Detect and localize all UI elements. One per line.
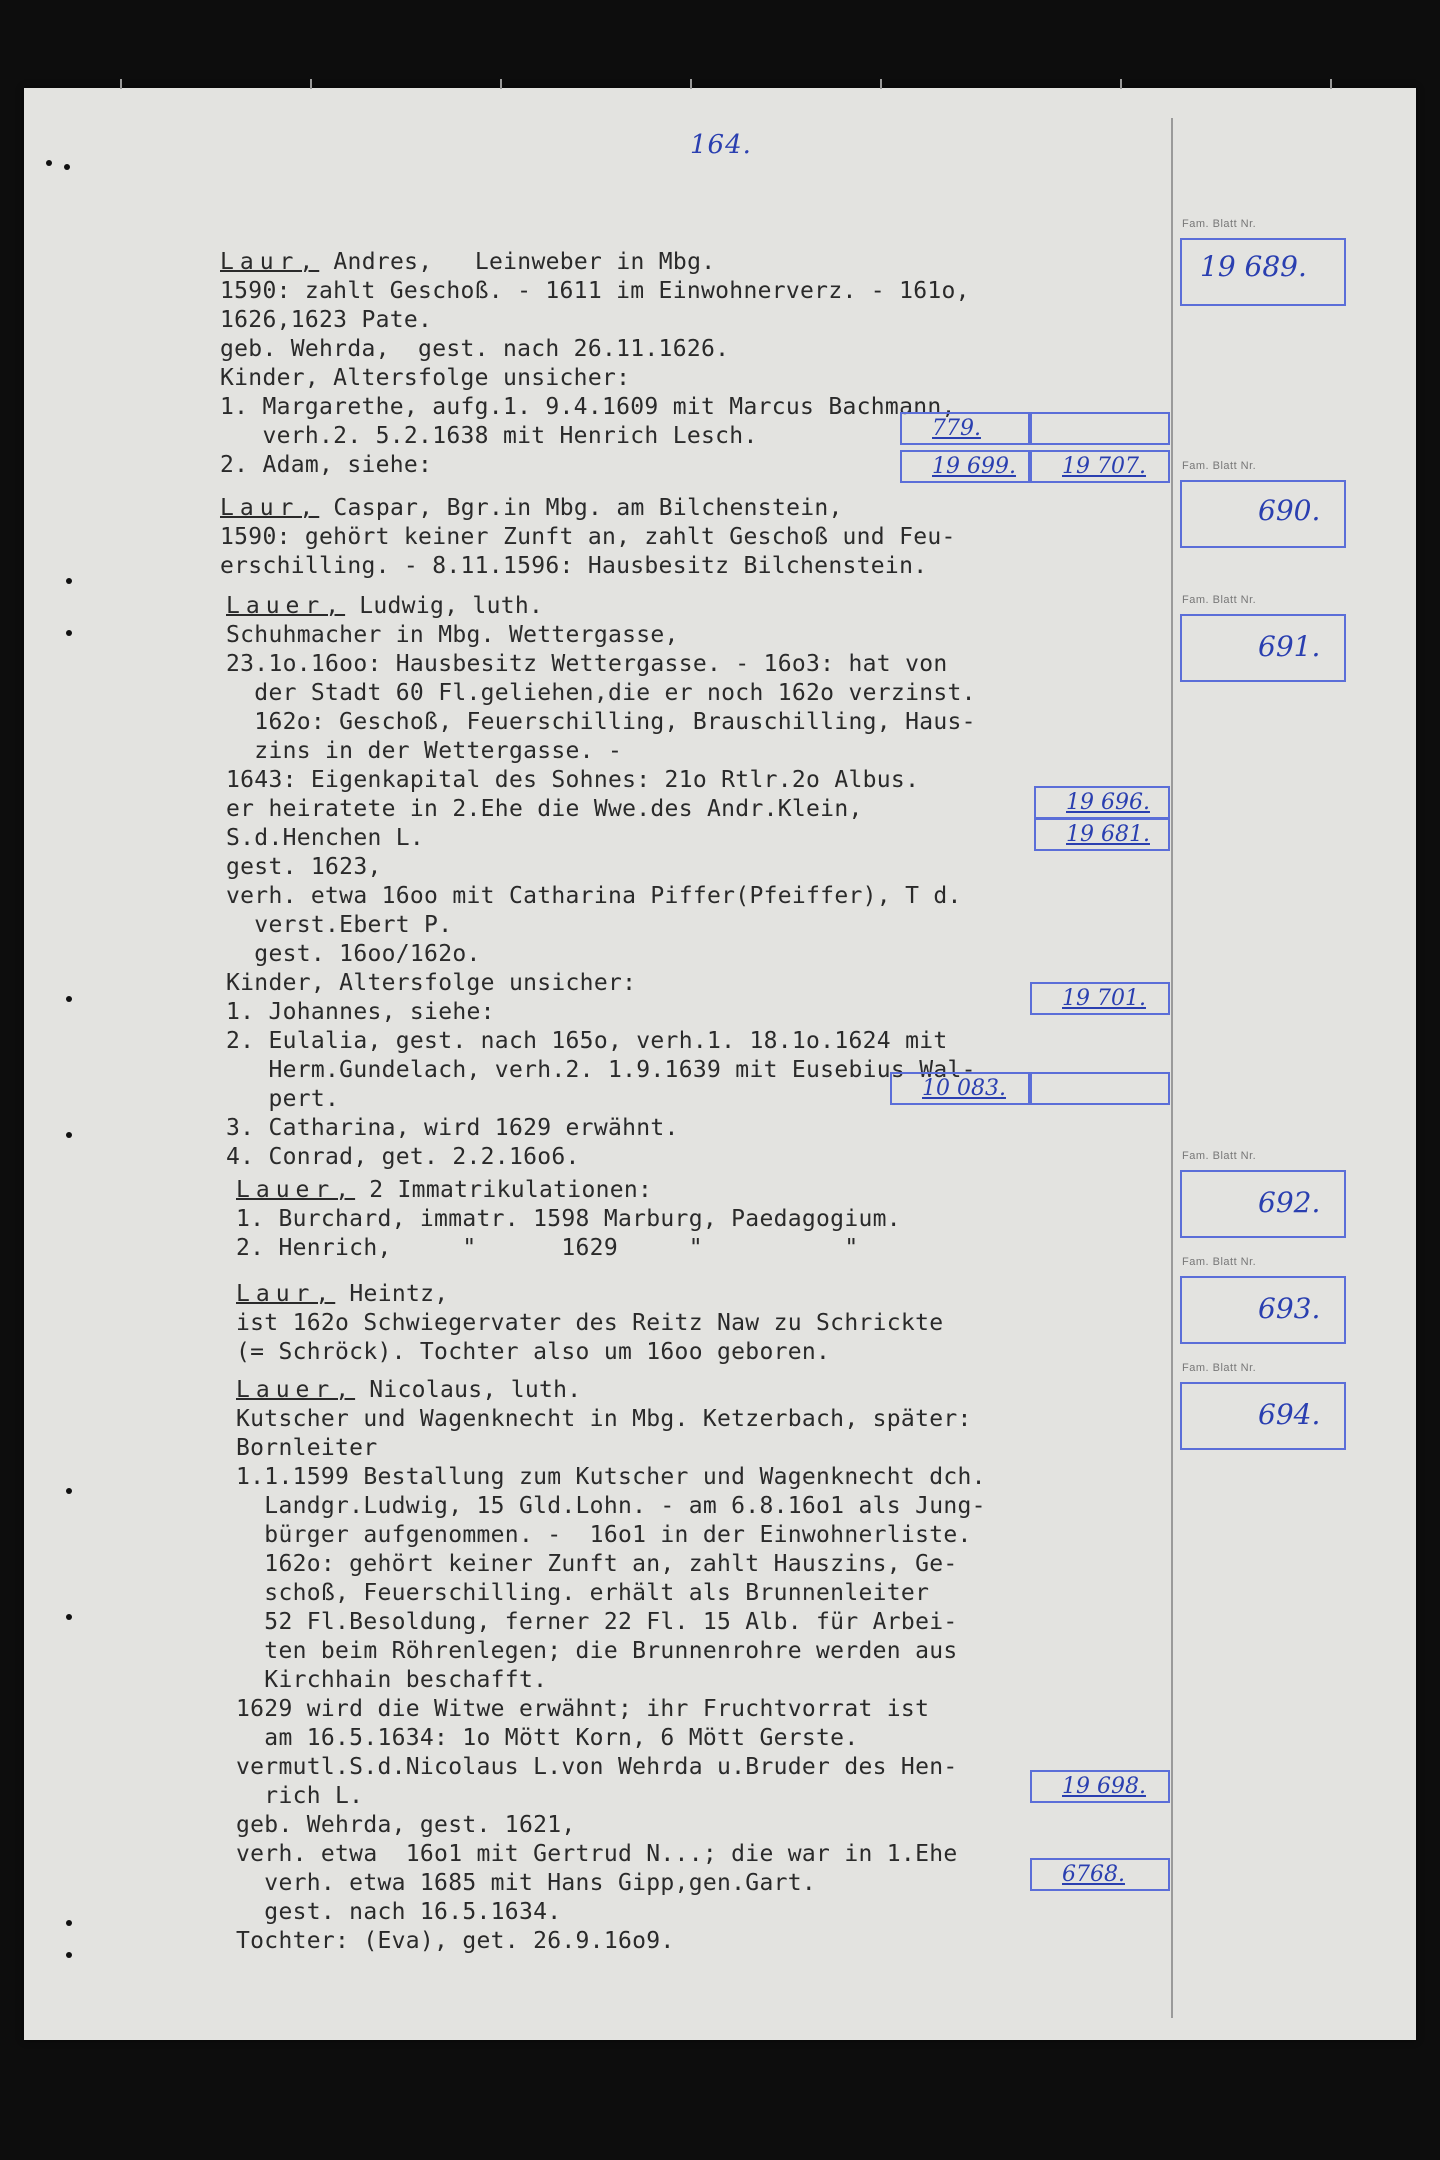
entry-nicolaus: Lauer, Nicolaus, luth. Kutscher und Wagenknecht in Mbg. Ketzerbach, später: Bornleiter 1.1.1599 Bestallung zum Kutscher und Wagenknecht dch. Landgr.Ludwig, 15 Gld.Lohn. - am 6.8.16o1 als Jung- bürger aufgenommen. - 16o1 in der Einwohnerliste. 162o: gehört keiner Zunft an, zahlt Hauszins, Ge- schoß, Feuerschilling. erhält als Brunnenleiter 52 Fl.Besoldung, ferner 22 Fl. 15 Alb. für Arbei- ten beim Röhrenlegen; die Brunnenrohre werden aus Kirchhain beschafft. 1629 wird die Witwe erwähnt; ihr Fruchtvorrat ist am 16.5.1634: 1o Mött Korn, 6 Mött Gerste. vermutl.S.d.Nicolaus L.von Wehrda u.Bruder des Hen- rich L. geb. Wehrda, gest. 1621, verh. etwa 16o1 mit Gertrud N...; die war in 1.Ehe verh. etwa 1685 mit Hans Gipp,gen.Gart. gest. nach 16.5.1634. Tochter: (Eva), get. 26.9.16o9. (236, 1377, 986, 1954)
ref-box: 19 701. (1030, 982, 1170, 1015)
edge-tick (1330, 79, 1332, 89)
punch-hole (66, 1132, 72, 1138)
entry-andres: Laur, Andres, Leinweber in Mbg. 1590: zahlt Geschoß. - 1611 im Einwohnerverz. - 161o, 1626,1623 Pate. geb. Wehrda, gest. nach 26.11.1626. Kinder, Altersfolge unsicher: 1. Margarethe, aufg.1. 9.4.1609 mit Marcus Bachmann, verh.2. 5.2.1638 mit Henrich Lesch. 2. Adam, siehe: (220, 249, 970, 478)
ref-box: 6768. (1030, 1858, 1170, 1891)
ref-box: 19 696. (1034, 786, 1170, 819)
fam-label: Fam. Blatt Nr. (1182, 218, 1257, 230)
punch-hole (66, 1952, 72, 1958)
edge-tick (500, 79, 502, 89)
punch-hole (66, 1614, 72, 1620)
fam-label: Fam. Blatt Nr. (1182, 594, 1257, 606)
fam-number: 691. (1258, 630, 1321, 663)
edge-tick (120, 79, 122, 89)
edge-tick (310, 79, 312, 89)
entry-heintz: Laur, Heintz, ist 162o Schwiegervater des Reitz Naw zu Schrickte (= Schröck). Tochter also um 16oo geboren. (236, 1281, 944, 1365)
ref-box: 10 083. (890, 1072, 1030, 1105)
ref-box: 19 699. (900, 450, 1030, 483)
punch-hole (66, 1920, 72, 1926)
page-number: 164. (690, 130, 752, 160)
entry-surname: Lauer, (236, 1177, 356, 1203)
punch-hole (46, 160, 52, 166)
fam-label: Fam. Blatt Nr. (1182, 460, 1257, 472)
fam-label: Fam. Blatt Nr. (1182, 1362, 1257, 1374)
edge-tick (1120, 79, 1122, 89)
ref-box-empty (1030, 412, 1170, 445)
edge-tick (880, 79, 882, 89)
fam-number: 694. (1258, 1398, 1321, 1431)
entry-immatrikulationen: Lauer, 2 Immatrikulationen: 1. Burchard, immatr. 1598 Marburg, Paedagogium. 2. Henrich, " 1629 " " (236, 1177, 901, 1261)
entry-caspar: Laur, Caspar, Bgr.in Mbg. am Bilchenstein, 1590: gehört keiner Zunft an, zahlt Geschoß und Feu- erschilling. - 8.11.1596: Hausbesitz Bilchenstein. (220, 495, 956, 579)
fam-number: 690. (1258, 494, 1321, 527)
ref-box: 779. (900, 412, 1030, 445)
punch-hole (66, 578, 72, 584)
punch-hole (66, 1488, 72, 1494)
entry-surname: Laur, (220, 249, 320, 275)
entry-surname: Lauer, (236, 1377, 356, 1403)
fam-label: Fam. Blatt Nr. (1182, 1150, 1257, 1162)
fam-number: 692. (1258, 1186, 1321, 1219)
punch-hole (66, 630, 72, 636)
fam-number: 19 689. (1200, 250, 1307, 283)
entry-surname: Lauer, (226, 593, 346, 619)
ref-box: 19 681. (1034, 818, 1170, 851)
ref-box: 19 698. (1030, 1770, 1170, 1803)
entry-ludwig: Lauer, Ludwig, luth. Schuhmacher in Mbg. Wettergasse, 23.1o.16oo: Hausbesitz Wettergasse. - 16o3: hat von der Stadt 60 Fl.geliehen,die er noch 162o verzinst. 162o: Geschoß, Feuerschilling, Brauschilling, Haus- zins in der Wettergasse. - 1643: Eigenkapital des Sohnes: 21o Rtlr.2o Albus. er heiratete in 2.Ehe die Wwe.des Andr.Klein, S.d.Henchen L. gest. 1623, verh. etwa 16oo mit Catharina Piffer(Pfeiffer), T d. verst.Ebert P. gest. 16oo/162o. Kinder, Altersfolge unsicher: 1. Johannes, siehe: 2. Eulalia, gest. nach 165o, verh.1. 18.1o.1624 mit Herm.Gundelach, verh.2. 1.9.1639 mit Eusebius Wal- pert. 3. Catharina, wird 1629 erwähnt. 4. Conrad, get. 2.2.16o6. (226, 593, 976, 1170)
punch-hole (66, 996, 72, 1002)
fam-number: 693. (1258, 1292, 1321, 1325)
ref-box-empty (1030, 1072, 1170, 1105)
ref-box: 19 707. (1030, 450, 1170, 483)
margin-divider (1171, 118, 1173, 2018)
fam-label: Fam. Blatt Nr. (1182, 1256, 1257, 1268)
entry-surname: Laur, (220, 495, 320, 521)
entry-surname: Laur, (236, 1281, 336, 1307)
edge-tick (690, 79, 692, 89)
punch-hole (64, 164, 70, 170)
